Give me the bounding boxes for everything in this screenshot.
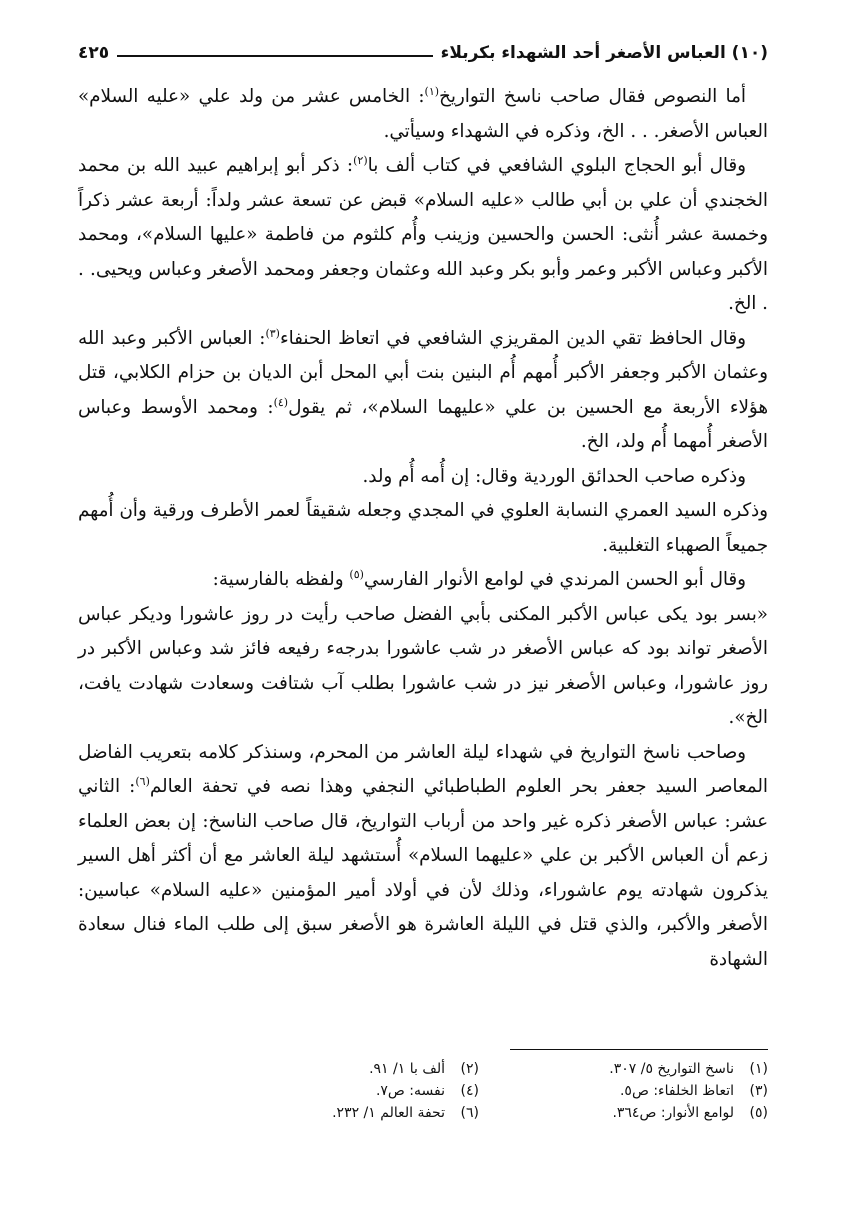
footnote-marker: (٦) [135,774,150,788]
body-text [78,80,768,977]
footnote [509,1102,768,1124]
chapter-title: (١٠) العباس الأصغر أحد الشهداء بكربلاء [440,43,768,63]
footnote [509,1058,768,1080]
footnote-marker: (٢) [353,153,368,167]
footnote-rule [510,1049,768,1050]
footnote-number: (٢) [460,1061,479,1077]
footnote-number: (٥) [749,1105,768,1121]
running-header [78,33,768,63]
footnote-text: نفسه: ص٧. [375,1083,445,1099]
footnote-text: ألف با ١/ ٩١. [369,1061,445,1077]
footnotes [220,1058,768,1124]
footnote-text: تحفة العالم ١/ ٢٣٢. [332,1105,445,1121]
paragraph: أما النصوص فقال صاحب ناسخ التواريخ$^{(١)}$: الخامس عشر من ولد علي «عليه السلام» العباس الأصغر. . . الخ، وذكره في الشهداء وسيأتي. [78,84,768,142]
footnote-text: اتعاظ الخلفاء: ص٥. [619,1083,734,1099]
paragraph: وقال أبو الحسن المرندي في لوامع الأنوار الفارسي$^{(٥)}$ ولفظه بالفارسية: [212,567,746,590]
footnote [509,1080,768,1102]
footnote-marker: (٥) [349,567,364,581]
header-rule [117,55,432,57]
page-number: ٤٢٥ [78,43,110,63]
footnote-number: (٣) [749,1083,768,1099]
footnote-marker: (١) [424,84,440,98]
footnote-marker: (٣) [265,326,280,340]
footnote [220,1102,479,1124]
footnote-text: لوامع الأنوار: ص٣٦٤. [612,1105,734,1121]
paragraph: وذكره صاحب الحدائق الوردية وقال: إن أُمه أُم ولد. [362,465,746,487]
paragraph: وقال أبو الحجاج البلوي الشافعي في كتاب ألف با$^{(٢)}$: ذكر أبو إبراهيم عبيد الله بن محمد الخجندي أن علي بن أبي طالب «عليه السلام» قبض عن تسعة عشر ولداً: أربعة عشر ذكراً وخمسة عشر أُنثى: الحسن والحسين وزينب وأُم كلثوم من فاطمة «عليها السلام»، ومحمد الأكبر وعباس الأكبر وعمر وأبو بكر وعبد الله وعثمان وجعفر ومحمد الأصغر وعباس ويحيى. . . الخ. [78,153,768,314]
footnote [220,1080,479,1102]
footnote-number: (١) [749,1061,768,1077]
persian-quote: «بسر بود يكى عباس الأكبر المكنى بأبي الفضل صاحب رأيت در روز عاشورا وديكر عباس الأصغر تواند بود كه عباس الأصغر در شب عاشورا بدرجهء رفيعه فائز شد وعباس الأكبر در روز عاشورا، وعباس الأصغر نيز در شب عاشورا بطلب آب شتافت وسعادت شهادت يافت، الخ». [78,603,768,728]
footnote-number: (٤) [460,1083,479,1099]
footnote-number: (٦) [460,1105,479,1121]
paragraph: وذكره السيد العمري النسابة العلوي في المجدي وجعله شقيقاً لعمر الأطرف ورقية وأن أُمهم جميعاً الصهباء التغلبية. [78,500,768,556]
footnote [220,1058,479,1080]
paragraph: وصاحب ناسخ التواريخ في شهداء ليلة العاشر من المحرم، وسنذكر كلامه بتعريب الفاضل المعاصر السيد جعفر بحر العلوم الطباطبائي النجفي وهذا نصه في تحفة العالم$^{(٦)}$: الثاني عشر: عباس الأصغر ذكره غير واحد من أرباب التواريخ، قال صاحب الناسخ: إن بعض العلماء زعم أن العباس الأكبر بن علي «عليهما السلام» أُستشهد ليلة العاشر مع أن أكثر أهل السير يذكرون شهادته يوم عاشوراء، وذلك لأن في أولاد أمير المؤمنين «عليه السلام» عباسين: الأصغر والأكبر، والذي قتل في الليلة العاشرة هو الأصغر سبق إلى طلب الماء فنال سعادة الشهادة [78,741,768,970]
footnote-text: ناسخ التواريخ ٥/ ٣٠٧. [609,1061,734,1077]
footnote-marker: (٤) [273,395,289,409]
paragraph: وقال الحافظ تقي الدين المقريزي الشافعي في اتعاظ الحنفاء$^{(٣)}$: العباس الأكبر وعبد الله وعثمان الأكبر وجعفر الأكبر أُمهم أُم البنين بنت أبي المحل أبن الديان بن حزام الكلابي، قتل هؤلاء الأربعة مع الحسين بن علي «عليهما السلام»، ثم يقول$^{(٤)}$: ومحمد الأوسط وعباس الأصغر أُمهما أُم ولد، الخ. [78,326,768,452]
